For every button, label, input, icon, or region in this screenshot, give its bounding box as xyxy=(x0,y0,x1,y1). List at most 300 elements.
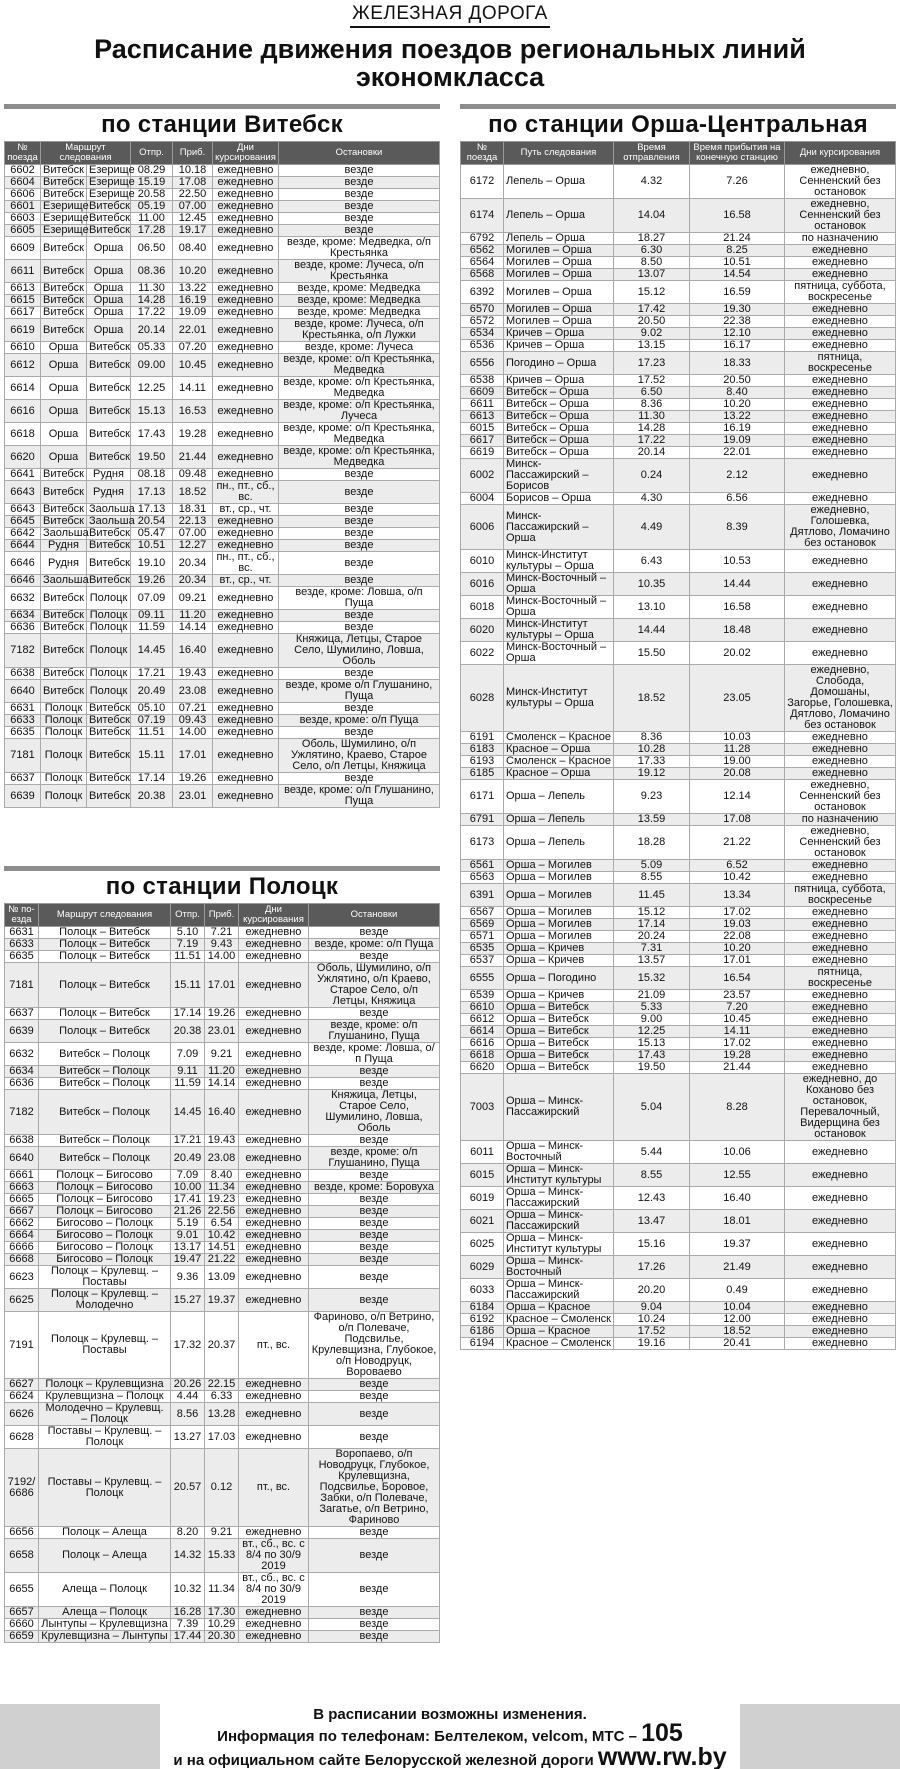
table-cell: ежедневно xyxy=(785,768,896,780)
table-cell: везде xyxy=(309,1379,440,1391)
table-cell: 11.59 xyxy=(131,622,173,634)
table-cell: ежедневно, Голошевка, Дятлово, Ломачино без остановок xyxy=(785,505,896,550)
table-cell: 6564 xyxy=(461,257,504,269)
table-row xyxy=(461,1050,896,1062)
table-cell: 19.16 xyxy=(614,1338,690,1350)
table-cell: 15.50 xyxy=(614,642,690,665)
table-row xyxy=(5,1008,440,1020)
table-cell: 6635 xyxy=(5,727,41,739)
table-cell: везде, кроме: о/п Крестьянка, Медведка xyxy=(279,423,440,446)
table-cell: вт., ср., чт. xyxy=(213,504,279,516)
table-cell: 6634 xyxy=(5,1066,39,1078)
table-row xyxy=(5,727,440,739)
table-cell: Орша – Лепель xyxy=(504,780,614,814)
table-cell: 6562 xyxy=(461,245,504,257)
table-cell: везде xyxy=(309,1607,440,1619)
table-row xyxy=(461,304,896,316)
table-cell: 14.00 xyxy=(205,951,239,963)
table-row xyxy=(461,1210,896,1233)
table-cell: Орша xyxy=(41,354,87,377)
table-cell: 10.45 xyxy=(690,1014,785,1026)
table-cell: пт., вс. xyxy=(239,1449,309,1527)
table-cell: 13.22 xyxy=(690,411,785,423)
table-cell: ежедневно xyxy=(213,540,279,552)
table-cell: 8.55 xyxy=(614,872,690,884)
table-cell: ежедневно xyxy=(785,642,896,665)
table-row xyxy=(461,967,896,990)
table-row xyxy=(461,872,896,884)
table-cell: 14.00 xyxy=(173,727,213,739)
table-cell: 6633 xyxy=(5,939,39,951)
table-cell: ежедневно xyxy=(785,316,896,328)
table-cell: 6570 xyxy=(461,304,504,316)
table-cell: везде xyxy=(309,1078,440,1090)
table-cell: 20.20 xyxy=(614,1279,690,1302)
table-cell: 6193 xyxy=(461,756,504,768)
table-cell: Могилев – Орша xyxy=(504,245,614,257)
table-cell: 15.11 xyxy=(171,963,205,1008)
table-cell: ежедневно xyxy=(213,703,279,715)
table-cell: 6626 xyxy=(5,1403,39,1426)
table-row xyxy=(461,505,896,550)
table-cell: 6604 xyxy=(5,177,41,189)
table-row xyxy=(461,814,896,826)
table-cell: ежедневно xyxy=(213,773,279,785)
table-cell: 6567 xyxy=(461,907,504,919)
table-cell: Витебск xyxy=(41,307,87,319)
table-row xyxy=(461,1233,896,1256)
table-cell: ежедневно xyxy=(785,375,896,387)
table-row xyxy=(461,780,896,814)
table-cell: 06.50 xyxy=(131,237,173,260)
table-cell: Орша xyxy=(41,400,87,423)
table-cell: 17.43 xyxy=(131,423,173,446)
table-cell: Орша – Кричев xyxy=(504,990,614,1002)
table-cell: 6537 xyxy=(461,955,504,967)
col-header: № поезда xyxy=(461,142,504,165)
table-cell: 19.43 xyxy=(205,1135,239,1147)
table-cell: 6572 xyxy=(461,316,504,328)
table-cell: 6636 xyxy=(5,622,41,634)
table-cell: 6610 xyxy=(461,1002,504,1014)
table-cell: 14.45 xyxy=(171,1090,205,1135)
col-header: Остановки xyxy=(309,904,440,927)
table-cell: 09.21 xyxy=(173,587,213,610)
table-cell: 12.25 xyxy=(614,1026,690,1038)
table-cell: 14.44 xyxy=(690,573,785,596)
table-cell: Рудня xyxy=(41,540,87,552)
table-cell: 6174 xyxy=(461,199,504,233)
table-cell: везде, кроме: Медведка xyxy=(279,295,440,307)
table-cell: Орша – Красное xyxy=(504,1302,614,1314)
table-cell: Орша – Могилев xyxy=(504,872,614,884)
table-cell: 05.33 xyxy=(131,342,173,354)
table-cell: ежедневно xyxy=(239,1090,309,1135)
table-cell: Витебск xyxy=(41,587,87,610)
table-cell: везде, кроме: о/п Крестьянка, Лучеса xyxy=(279,400,440,423)
table-cell: 17.22 xyxy=(131,307,173,319)
table-row xyxy=(5,177,440,189)
table-cell: 10.00 xyxy=(171,1182,205,1194)
table-cell: Бигосово – Полоцк xyxy=(39,1218,171,1230)
table-cell: 6.54 xyxy=(205,1218,239,1230)
table-cell: ежедневно xyxy=(213,319,279,342)
table-row xyxy=(5,1449,440,1527)
table-cell: 13.57 xyxy=(614,955,690,967)
table-cell: 19.50 xyxy=(614,1062,690,1074)
table-cell: Витебск xyxy=(41,680,87,703)
table-cell: 20.02 xyxy=(690,642,785,665)
table-cell: Орша – Минск-Восточный xyxy=(504,1141,614,1164)
table-cell: 9.00 xyxy=(614,1014,690,1026)
table-row xyxy=(461,619,896,642)
table-cell: ежедневно xyxy=(785,1187,896,1210)
table-cell: ежедневно xyxy=(239,1147,309,1170)
table-cell: везде xyxy=(279,552,440,575)
table-cell: 19.23 xyxy=(205,1194,239,1206)
table-cell: Витебск xyxy=(87,552,131,575)
table-cell: Минск-Пассажирский – Борисов xyxy=(504,459,614,493)
table-cell: Заольша xyxy=(41,575,87,587)
table-cell: 10.04 xyxy=(690,1302,785,1314)
table-cell: Могилев – Орша xyxy=(504,257,614,269)
table-cell: Могилев – Орша xyxy=(504,304,614,316)
table-cell: 6.43 xyxy=(614,550,690,573)
table-cell: Лепель – Орша xyxy=(504,199,614,233)
table-cell: ежедневно xyxy=(213,213,279,225)
table-cell: везде xyxy=(279,213,440,225)
table-cell: везде xyxy=(309,951,440,963)
table-cell: Орша – Кричев xyxy=(504,943,614,955)
table-cell: Смоленск – Красное xyxy=(504,732,614,744)
table-cell: Орша – Минск-Институт культуры xyxy=(504,1164,614,1187)
table-cell: ежедневно, Сенненский без остановок xyxy=(785,199,896,233)
table-cell: 6033 xyxy=(461,1279,504,1302)
table-cell: 6624 xyxy=(5,1391,39,1403)
table-cell: 9.11 xyxy=(171,1066,205,1078)
table-row xyxy=(5,481,440,504)
table-cell: 15.16 xyxy=(614,1233,690,1256)
table-cell: 5.04 xyxy=(614,1074,690,1141)
table-cell: 12.14 xyxy=(690,780,785,814)
col-header: Время прибытия на конечную станцию xyxy=(690,142,785,165)
table-cell: Полоцк – Витебск xyxy=(39,1020,171,1043)
table-row xyxy=(5,237,440,260)
table-cell: ежедневно xyxy=(239,1008,309,1020)
table-cell: 22.01 xyxy=(690,447,785,459)
table-cell: ежедневно xyxy=(785,1026,896,1038)
table-cell: 11.59 xyxy=(171,1078,205,1090)
table-cell: 23.01 xyxy=(173,785,213,808)
table-cell: 6636 xyxy=(5,1078,39,1090)
table-cell: везде xyxy=(309,1230,440,1242)
table-cell: 7181 xyxy=(5,739,41,773)
table-row xyxy=(5,1289,440,1312)
table-cell: 19.26 xyxy=(205,1008,239,1020)
table-cell: Витебск xyxy=(41,319,87,342)
table-cell: Воропаево, о/п Новодруцк, Глубокое, Крулевщизна, Подсвилье, Боровое, Забки, о/п Полеваче, Загатье, о/п Ветрино, Фариново xyxy=(309,1449,440,1527)
table-cell: 7.09 xyxy=(171,1170,205,1182)
table-cell: 17.52 xyxy=(614,375,690,387)
table-cell: ежедневно xyxy=(239,1289,309,1312)
table-cell: везде, кроме: Медведка, о/п Крестьянка xyxy=(279,237,440,260)
table-cell: 17.26 xyxy=(614,1256,690,1279)
table-row xyxy=(461,1002,896,1014)
table-row xyxy=(5,469,440,481)
col-header: Время отправления xyxy=(614,142,690,165)
table-cell: 19.03 xyxy=(690,919,785,931)
table-cell: 6616 xyxy=(5,400,41,423)
table-cell: ежедневно xyxy=(785,1050,896,1062)
table-cell: Полоцк – Бигосово xyxy=(39,1206,171,1218)
table-cell: везде, кроме: о/п Пуща xyxy=(309,939,440,951)
table-cell: 21.24 xyxy=(690,233,785,245)
table-cell: 21.09 xyxy=(614,990,690,1002)
table-cell: Витебск – Орша xyxy=(504,423,614,435)
col-header: Остановки xyxy=(279,142,440,165)
table-cell: ежедневно, Сенненский без остановок xyxy=(785,826,896,860)
table-cell: ежедневно xyxy=(213,680,279,703)
table-cell: 12.10 xyxy=(690,328,785,340)
table-row xyxy=(461,907,896,919)
table-cell: 23.08 xyxy=(173,680,213,703)
table-row xyxy=(5,1619,440,1631)
table-cell: 6625 xyxy=(5,1289,39,1312)
table-cell: Витебск – Полоцк xyxy=(39,1135,171,1147)
table-cell: 7.26 xyxy=(690,165,785,199)
table-row xyxy=(461,1338,896,1350)
table-cell: 14.14 xyxy=(205,1078,239,1090)
table-cell: 6634 xyxy=(5,610,41,622)
table-cell: ежедневно, Сенненский без остановок xyxy=(785,165,896,199)
table-cell: 9.01 xyxy=(171,1230,205,1242)
table-cell: Погодино – Орша xyxy=(504,352,614,375)
table-cell: Орша – Минск-Пассажирский xyxy=(504,1074,614,1141)
table-cell: Витебск – Полоцк xyxy=(39,1147,171,1170)
table-cell: Полоцк – Алеща xyxy=(39,1539,171,1573)
table-cell: 10.45 xyxy=(173,354,213,377)
table-row xyxy=(461,1187,896,1210)
table-cell: 16.19 xyxy=(690,423,785,435)
table-cell: везде xyxy=(309,1242,440,1254)
vitebsk-schedule-table xyxy=(4,141,440,808)
table-cell: 13.10 xyxy=(614,596,690,619)
table-row xyxy=(461,756,896,768)
table-cell: 20.14 xyxy=(131,319,173,342)
table-cell: ежедневно xyxy=(785,596,896,619)
table-cell: Езерище xyxy=(87,189,131,201)
table-cell: Поставы – Крулевщ. – Полоцк xyxy=(39,1426,171,1449)
table-cell: 16.40 xyxy=(690,1187,785,1210)
table-cell: везде xyxy=(309,1218,440,1230)
table-cell: 6631 xyxy=(5,927,39,939)
table-row xyxy=(5,1206,440,1218)
table-cell: 8.25 xyxy=(690,245,785,257)
table-cell: 6019 xyxy=(461,1187,504,1210)
table-cell: ежедневно xyxy=(213,622,279,634)
table-cell: Витебск xyxy=(87,423,131,446)
table-cell: Витебск xyxy=(41,504,87,516)
table-cell: 6.50 xyxy=(614,387,690,399)
footer-site-link[interactable]: www.rw.by xyxy=(597,1743,727,1769)
col-header: Отпр. xyxy=(171,904,205,927)
table-cell: 18.27 xyxy=(614,233,690,245)
table-cell: ежедневно xyxy=(239,1242,309,1254)
table-cell: 6611 xyxy=(5,260,41,283)
table-cell: Витебск – Орша xyxy=(504,447,614,459)
table-cell: 6666 xyxy=(5,1242,39,1254)
table-cell: Заольша xyxy=(87,504,131,516)
table-cell: 15.13 xyxy=(131,400,173,423)
table-cell: 0.49 xyxy=(690,1279,785,1302)
table-cell: 6617 xyxy=(5,307,41,319)
table-cell: Езерище xyxy=(41,213,87,225)
table-cell: 6633 xyxy=(5,715,41,727)
table-row xyxy=(461,399,896,411)
table-cell: ежедневно xyxy=(213,283,279,295)
table-cell: везде xyxy=(279,727,440,739)
table-cell: 6011 xyxy=(461,1141,504,1164)
table-cell: ежедневно xyxy=(785,1038,896,1050)
table-row xyxy=(5,446,440,469)
table-cell: 10.28 xyxy=(614,744,690,756)
table-cell: Полоцк xyxy=(87,680,131,703)
table-cell: Смоленск – Красное xyxy=(504,756,614,768)
table-cell: ежедневно xyxy=(213,377,279,400)
table-cell: 17.41 xyxy=(171,1194,205,1206)
table-cell: 6614 xyxy=(461,1026,504,1038)
table-cell: 6610 xyxy=(5,342,41,354)
table-cell: 6646 xyxy=(5,552,41,575)
table-cell: 20.58 xyxy=(131,189,173,201)
table-row xyxy=(5,1379,440,1391)
table-cell: везде, кроме о/п Глушанино, Пуща xyxy=(279,680,440,703)
table-cell: 6.52 xyxy=(690,860,785,872)
table-cell: 19.50 xyxy=(131,446,173,469)
table-row xyxy=(461,340,896,352)
table-cell: везде xyxy=(309,1619,440,1631)
table-cell: Лепель – Орша xyxy=(504,165,614,199)
table-row xyxy=(461,375,896,387)
table-cell: 7192/ 6686 xyxy=(5,1449,39,1527)
table-cell: Полоцк – Витебск xyxy=(39,963,171,1008)
table-cell: 10.32 xyxy=(171,1573,205,1607)
table-cell: Витебск xyxy=(41,177,87,189)
table-cell: 6606 xyxy=(5,189,41,201)
table-cell: 6643 xyxy=(5,504,41,516)
table-cell: ежедневно xyxy=(785,1338,896,1350)
table-cell: 21.44 xyxy=(690,1062,785,1074)
table-cell: ежедневно xyxy=(213,528,279,540)
table-cell: 17.32 xyxy=(171,1312,205,1379)
table-cell: 6186 xyxy=(461,1326,504,1338)
table-cell: 10.53 xyxy=(690,550,785,573)
table-cell: 16.58 xyxy=(690,596,785,619)
table-cell: Полоцк xyxy=(41,703,87,715)
table-cell: 19.09 xyxy=(690,435,785,447)
table-cell: Езерище xyxy=(87,165,131,177)
table-cell: ежедневно xyxy=(239,1078,309,1090)
table-cell: везде xyxy=(279,481,440,504)
table-cell: ежедневно xyxy=(785,872,896,884)
table-row xyxy=(461,1026,896,1038)
table-cell: 10.20 xyxy=(690,399,785,411)
table-cell: ежедневно xyxy=(785,1014,896,1026)
table-cell: 6563 xyxy=(461,872,504,884)
table-cell: 6601 xyxy=(5,201,41,213)
table-cell: 19.17 xyxy=(173,225,213,237)
table-cell: 21.22 xyxy=(205,1254,239,1266)
table-row xyxy=(461,493,896,505)
table-cell: 16.58 xyxy=(690,199,785,233)
table-row xyxy=(5,528,440,540)
table-cell: 6029 xyxy=(461,1256,504,1279)
table-cell: 6534 xyxy=(461,328,504,340)
table-row xyxy=(5,1312,440,1379)
table-cell: везде xyxy=(279,622,440,634)
table-cell: везде, кроме: о/п Пуща xyxy=(279,715,440,727)
table-cell: 6612 xyxy=(5,354,41,377)
table-row xyxy=(5,1182,440,1194)
table-cell: 08.40 xyxy=(173,237,213,260)
table-row xyxy=(5,939,440,951)
table-cell: Заольша xyxy=(87,516,131,528)
table-cell: Витебск xyxy=(87,342,131,354)
table-cell: везде xyxy=(279,165,440,177)
table-row xyxy=(5,1066,440,1078)
col-header: Приб. xyxy=(173,142,213,165)
table-cell: 15.11 xyxy=(131,739,173,773)
table-cell: ежедневно xyxy=(213,400,279,423)
table-row xyxy=(5,354,440,377)
table-row xyxy=(5,516,440,528)
table-cell: 23.01 xyxy=(205,1020,239,1043)
table-cell: 6391 xyxy=(461,884,504,907)
table-row xyxy=(461,387,896,399)
table-cell: 6656 xyxy=(5,1527,39,1539)
table-row xyxy=(461,411,896,423)
table-row xyxy=(461,860,896,872)
table-cell: 8.40 xyxy=(205,1170,239,1182)
table-row xyxy=(5,1194,440,1206)
table-cell: Витебск xyxy=(87,528,131,540)
table-cell: 11.30 xyxy=(614,411,690,423)
table-cell: Полоцк – Крулевщ. – Поставы xyxy=(39,1266,171,1289)
table-cell: ежедневно xyxy=(213,165,279,177)
table-cell: 5.10 xyxy=(171,927,205,939)
table-row xyxy=(5,1631,440,1643)
table-cell: ежедневно xyxy=(785,1164,896,1187)
table-cell: ежедневно xyxy=(239,1631,309,1643)
col-header: № поезда xyxy=(5,142,41,165)
table-cell: 08.18 xyxy=(131,469,173,481)
table-cell: 6659 xyxy=(5,1631,39,1643)
table-cell: ежедневно xyxy=(213,610,279,622)
table-cell: 6667 xyxy=(5,1206,39,1218)
table-cell: 6632 xyxy=(5,587,41,610)
table-cell: везде, кроме: Лучеса xyxy=(279,342,440,354)
table-cell: Витебск – Орша xyxy=(504,387,614,399)
table-cell: 9.23 xyxy=(614,780,690,814)
table-cell: 09.43 xyxy=(173,715,213,727)
table-cell: ежедневно xyxy=(213,177,279,189)
table-cell: ежедневно xyxy=(239,1619,309,1631)
table-cell: 20.54 xyxy=(131,516,173,528)
table-row xyxy=(5,715,440,727)
table-cell: 13.47 xyxy=(614,1210,690,1233)
table-cell: Минск-Восточный – Орша xyxy=(504,573,614,596)
table-cell: 7.09 xyxy=(171,1043,205,1066)
